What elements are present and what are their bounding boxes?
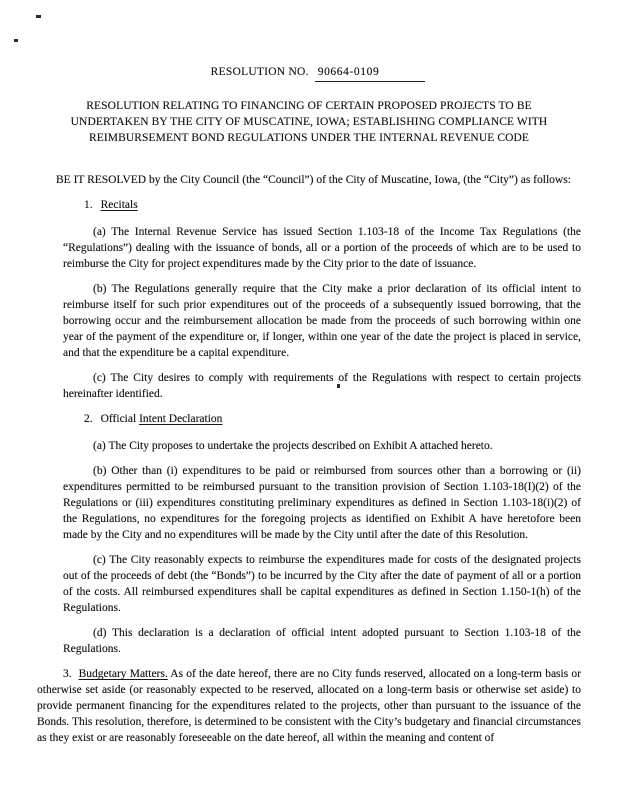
section-2-heading-plain: Official: [100, 413, 137, 425]
paragraph-label: (a): [93, 226, 106, 238]
section-1-paragraph-a: [63, 224, 581, 272]
section-1-number: 1.: [84, 199, 93, 211]
paragraph-text: This declaration is a declaration of official intent adopted pursuant to Section 1.103-18 of the Regulations.: [63, 627, 582, 655]
section-2-paragraph-b: [63, 463, 581, 543]
paragraph-text: The City desires to comply with requirements of the Regulations with respect to certain projects hereinafter identified.: [63, 372, 582, 400]
paragraph-label: (b): [93, 283, 107, 295]
section-3-heading-text: Budgetary Matters.: [78, 668, 168, 680]
section-3-number: 3.: [63, 668, 72, 680]
document-title: [37, 98, 581, 146]
paragraph-text: Other than (i) expenditures to be paid or reimbursed from sources other than a borrowing or (ii) expenditures permitted to be reimbursed pursuant to the transition provision of Section 1.103-18(I)(2) of the Regulations or (iii) expenditures constituting preliminary expenditures as defined in Section 1.103-18(i)(2) of the Regulations, no expenditures for the foregoing projects as identified on Exhibit A have heretofore been made by the City and no expenditures will be made by the City until after the date of this Resolution.: [63, 465, 582, 541]
paragraph-label: (c): [93, 554, 106, 566]
title-line: RESOLUTION RELATING TO FINANCING OF CERTAIN PROPOSED PROJECTS TO BE: [86, 100, 532, 112]
title-line: UNDERTAKEN BY THE CITY OF MUSCATINE, IOWA; ESTABLISHING COMPLIANCE WITH: [70, 116, 548, 128]
scan-speck: [36, 15, 41, 18]
paragraph-label: (d): [93, 627, 107, 639]
resolution-number-label: RESOLUTION NO.: [210, 66, 309, 78]
section-1-paragraph-b: [63, 281, 581, 361]
paragraph-text: The City proposes to undertake the projects described on Exhibit A attached hereto.: [108, 440, 493, 452]
section-1-heading-text: Recitals: [100, 199, 138, 211]
scan-speck: [14, 39, 18, 42]
paragraph-label: (c): [93, 372, 106, 384]
resolution-number-line: [46, 64, 590, 82]
section-3-paragraph: [37, 666, 581, 746]
section-2-heading-underlined: Intent Declaration: [139, 413, 223, 425]
paragraph-text: The Internal Revenue Service has issued Section 1.103-18 of the Income Tax Regulations (the “Regulations”) dealing with the issuance of bonds, all or a portion of the proceeds of which are to be used to reimburse the City for project expenditures made by the City prior to the date of issuance.: [63, 226, 582, 270]
opening-paragraph: BE IT RESOLVED by the City Council (the “Council”) of the City of Muscatine, Iowa, (the “City”) as follows:: [56, 174, 571, 186]
section-2-paragraph-d: [63, 625, 581, 657]
paragraph-text: The City reasonably expects to reimburse the expenditures made for costs of the designated projects out of the proceeds of debt (the “Bonds”) to be incurred by the City after the date of payment of all or a portion of the costs. All reimbursed expenditures shall be capital expenditures as defined in Section 1.150-1(h) of the Regulations.: [63, 554, 582, 614]
section-2-number: 2.: [84, 413, 93, 425]
section-1-heading: [84, 197, 581, 213]
paragraph-label: (b): [93, 465, 107, 477]
title-line: REIMBURSEMENT BOND REGULATIONS UNDER THE INTERNAL REVENUE CODE: [88, 132, 530, 144]
section-1-paragraph-c: [63, 370, 581, 402]
paragraph-text: The Regulations generally require that the City make a prior declaration of its official intent to reimburse itself for such prior expenditures out of the proceeds of a subsequently issued borrowing, that the borrowing occur and the reimbursement allocation be made from the proceeds of such borrowing within one year of the payment of the expenditure or, if longer, within one year of the date the project is placed in service, and that the expenditure be a capital expenditure.: [63, 283, 581, 359]
paragraph-text: As of the date hereof, there are no City funds reserved, allocated on a long-term basis or otherwise set aside (or reasonably expected to be reserved, allocated on a long-term basis or otherwise set aside) to provide permanent financing for the expenditures related to the projects, other than pursuant to the issuance of the Bonds. This resolution, therefore, is determined to be consistent with the City’s budgetary and financial circumstances as they exist or are reasonably foreseeable on the date hereof, all within the meaning and content of: [37, 668, 581, 744]
paragraph-label: (a): [93, 440, 106, 452]
resolution-number-value: 90664-0109: [315, 64, 426, 82]
section-2-paragraph-a: [63, 438, 581, 454]
scan-speck: [337, 384, 340, 388]
section-2-paragraph-c: [63, 552, 581, 616]
section-2-heading: [84, 411, 581, 427]
